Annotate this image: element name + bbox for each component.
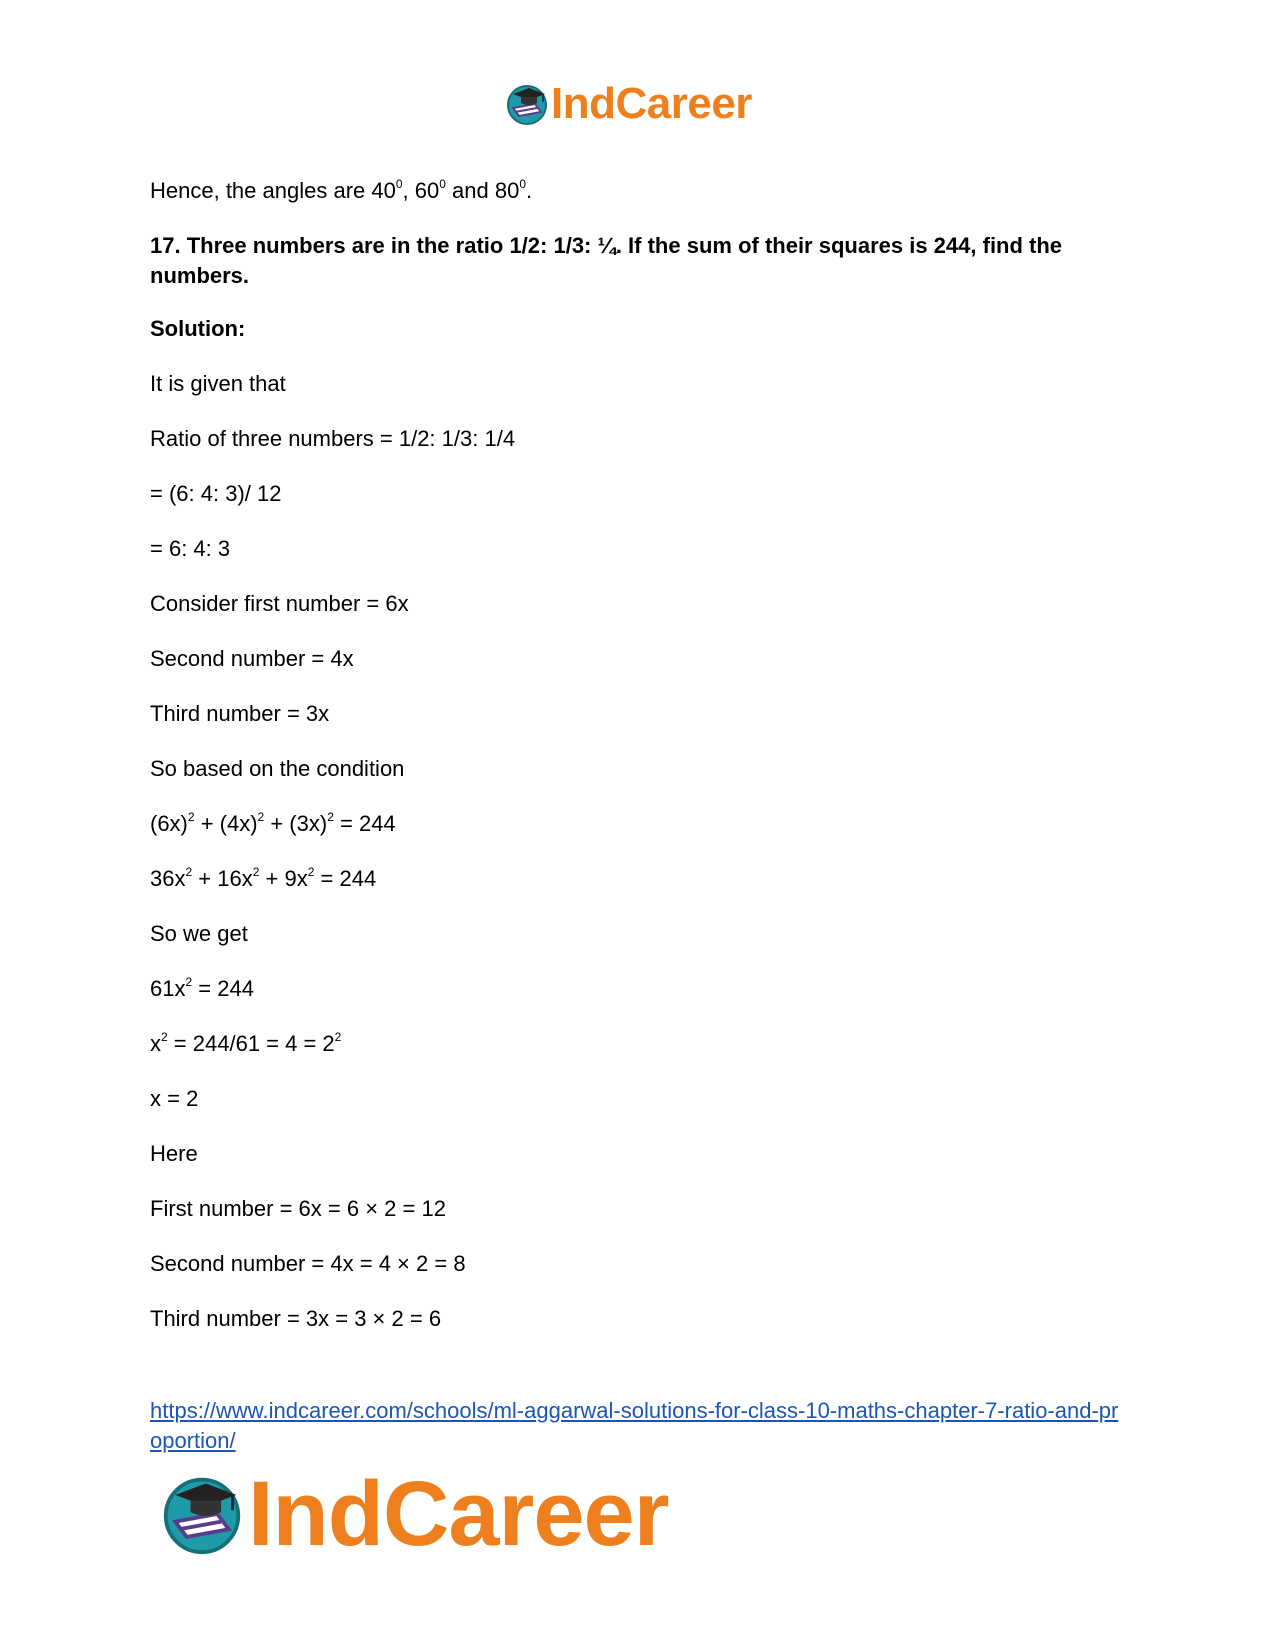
equation-line: $x^2 = 244/61 = 4 = 2^2$ [150, 1030, 342, 1056]
brand-name: IndCareer [551, 79, 752, 128]
solution-line: Consider first number = 6x [150, 591, 409, 616]
document-body [150, 176, 1125, 1359]
solution-line: It is given that [150, 371, 286, 396]
solution-line: Here [150, 1141, 198, 1166]
solution-line: x = 2 [150, 1086, 199, 1111]
question-text: 17. Three numbers are in the ratio 1/2: 1/3: ¼. If the sum of their squares is 244, find the numbers. [150, 233, 1069, 288]
graduation-cap-book-globe-icon [505, 82, 549, 126]
solution-line: So we get [150, 921, 248, 946]
solution-line: Second number = 4x = 4 × 2 = 8 [150, 1251, 466, 1276]
brand-name: IndCareer [248, 1463, 669, 1565]
equation-line: $36x^2 + 16x^2 + 9x^2 = 244$ [150, 865, 377, 891]
solution-line: Third number = 3x [150, 701, 330, 726]
source-link[interactable]: https://www.indcareer.com/schools/ml-aggarwal-solutions-for-class-10-maths-chapter-7-ratio-and-proportion/ [150, 1398, 1119, 1453]
header-logo [505, 79, 752, 128]
previous-answer: Hence, the angles are $40^0$, $60^0$ and $80^0$. [150, 177, 533, 203]
graduation-cap-book-globe-icon [160, 1472, 244, 1556]
equation-line: $61x^2 = 244$ [150, 975, 254, 1001]
solution-heading: Solution: [150, 316, 246, 341]
solution-line: Second number = 4x [150, 646, 354, 671]
equation-line: $(6x)^2 + (4x)^2 + (3x)^2 = 244$ [150, 810, 396, 836]
solution-line: Third number = 3x = 3 × 2 = 6 [150, 1306, 442, 1331]
solution-line: So based on the condition [150, 756, 405, 781]
solution-line: First number = 6x = 6 × 2 = 12 [150, 1196, 446, 1221]
solution-line: = (6: 4: 3)/ 12 [150, 481, 282, 506]
solution-line: = 6: 4: 3 [150, 536, 231, 561]
solution-line: Ratio of three numbers = 1/2: 1/3: 1/4 [150, 426, 516, 451]
footer-logo [160, 1463, 669, 1565]
